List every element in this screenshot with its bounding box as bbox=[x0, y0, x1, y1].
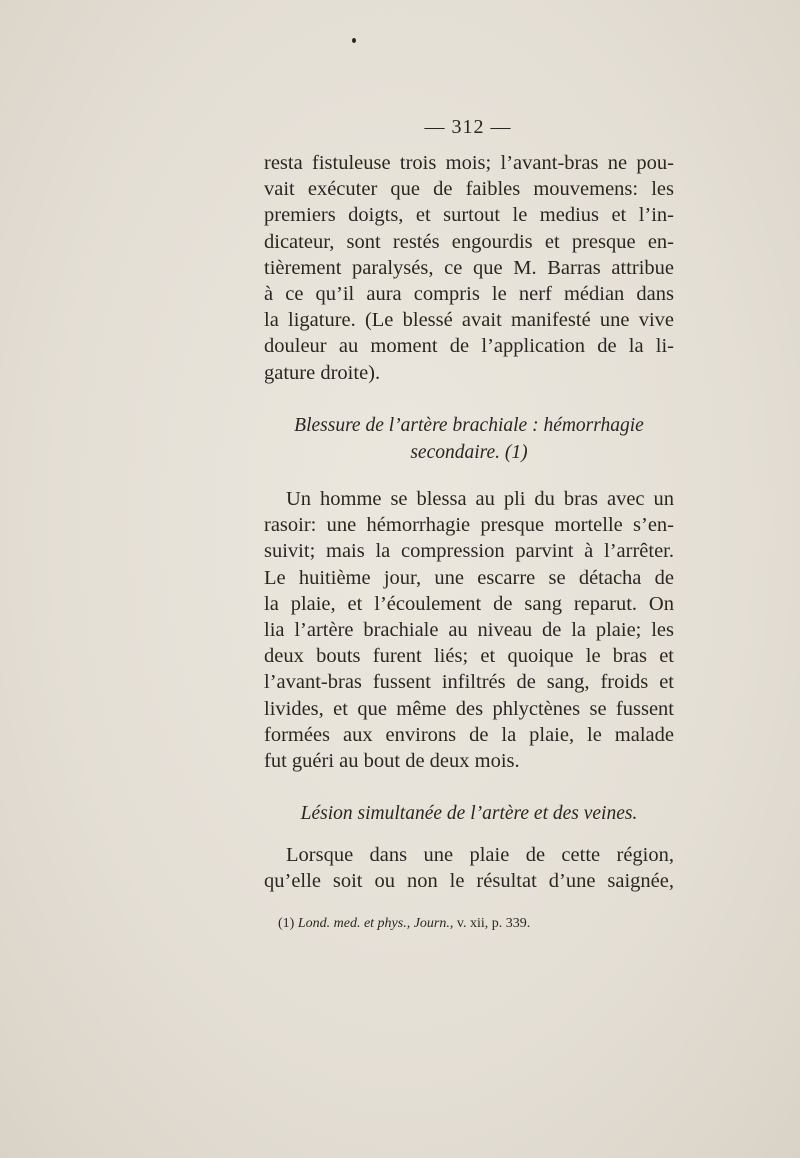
paragraph-2 bbox=[264, 486, 674, 774]
paragraph-1 bbox=[264, 150, 674, 386]
text-line: livides, et que même des phlyctènes se fussent bbox=[264, 697, 674, 720]
text-line: qu’elle soit ou non le résultat d’une saignée, bbox=[264, 870, 674, 893]
text-line: vait exécuter que de faibles mouvemens: les bbox=[264, 178, 674, 201]
text-line: fut guéri au bout de deux mois. bbox=[264, 750, 520, 773]
text-line: formées aux environs de la plaie, le malade bbox=[264, 723, 674, 746]
section-heading-simultaneous-lesion: Lésion simultanée de l’artère et des veines. bbox=[300, 803, 638, 824]
text-line: resta fistuleuse trois mois; l’avant-bras ne pou- bbox=[264, 152, 674, 174]
ink-speck bbox=[352, 38, 356, 43]
text-line: lia l’artère brachiale au niveau de la plaie; les bbox=[264, 619, 674, 642]
footnote bbox=[278, 914, 658, 934]
text-line: Lorsque dans une plaie de cette région, bbox=[286, 844, 674, 866]
text-line: la plaie, et l’écoulement de sang reparut. On bbox=[264, 592, 674, 615]
section-heading-brachial-wound bbox=[264, 412, 674, 466]
page-number bbox=[0, 116, 800, 139]
text-line: suivit; mais la compression parvint à l’arrêter. bbox=[264, 540, 674, 563]
text-line: deux bouts furent liés; et quoique le bras et bbox=[264, 645, 674, 668]
text-line: gature droite). bbox=[264, 361, 381, 384]
page-number-text: — 312 — bbox=[424, 116, 512, 138]
text-line: rasoir: une hémorrhagie presque mortelle s’en- bbox=[264, 514, 674, 537]
text-line: la ligature. (Le blessé avait manifesté une vive bbox=[264, 309, 674, 332]
text-line: à ce qu’il aura compris le nerf médian dans bbox=[264, 283, 674, 306]
text-line: Un homme se blessa au pli du bras avec un bbox=[286, 488, 674, 510]
heading-line: Blessure de l’artère brachiale : hémorrhagie bbox=[294, 415, 644, 436]
footnote-reference: v. xii, p. 339. bbox=[456, 916, 531, 931]
text-line: premiers doigts, et surtout le medius et l’in- bbox=[264, 204, 674, 227]
text-line: tièrement paralysés, ce que M. Barras attribue bbox=[264, 256, 674, 279]
text-line: douleur au moment de l’application de la li- bbox=[264, 335, 674, 358]
footnote-marker: (1) bbox=[278, 916, 295, 931]
heading-line: secondaire. (1) bbox=[410, 442, 528, 463]
text-line: dicateur, sont restés engourdis et presque en- bbox=[264, 230, 674, 253]
footnote-source: Lond. med. et phys., Journ., bbox=[297, 916, 454, 931]
text-line: l’avant-bras fussent infiltrés de sang, froids et bbox=[264, 671, 674, 694]
text-line: Le huitième jour, une escarre se détacha de bbox=[264, 566, 674, 589]
paragraph-3 bbox=[264, 842, 674, 894]
